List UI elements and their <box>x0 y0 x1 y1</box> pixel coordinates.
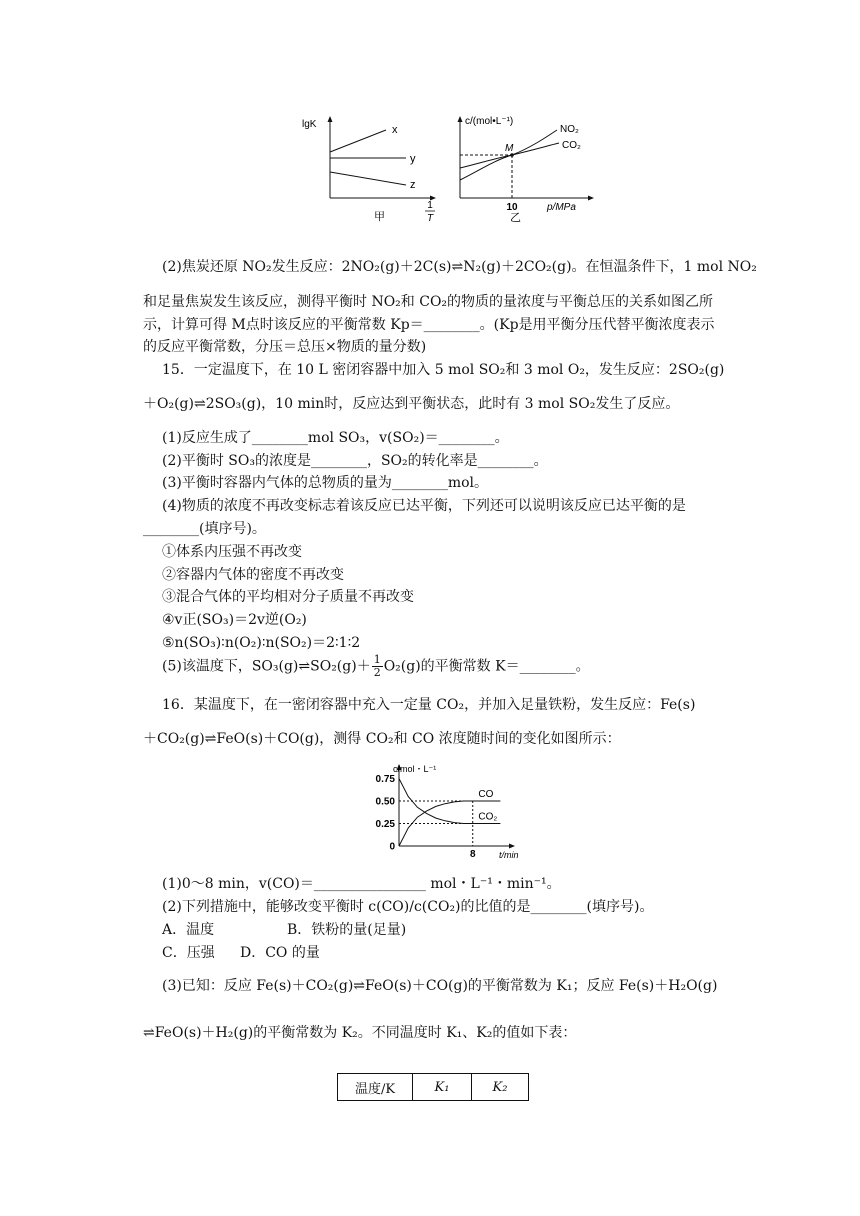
frac-denominator: 2 <box>373 666 381 679</box>
yi-ylabel: c/(mol•L⁻¹) <box>465 116 514 127</box>
q16-chart <box>355 760 535 868</box>
jia-label-x: x <box>392 124 398 136</box>
jia-label-z: z <box>410 179 416 191</box>
yi-y-arrow <box>458 116 463 122</box>
q14-2-line4: 的反应平衡常数，分压＝总压×物质的量分数) <box>143 339 427 355</box>
q15-line1: 15．一定温度下，在 10 L 密闭容器中加入 5 mol SO₂和 3 mol O₂，发生反应：2SO₂(g) <box>162 362 725 378</box>
yi-xtick-10: 10 <box>506 202 518 213</box>
chart-x-label: t/min <box>499 850 519 860</box>
chart-ytick-label: 0 <box>389 841 395 853</box>
q16-sub3b: ⇌FeO(s)＋H₂(g)的平衡常数为 K₂。不同温度时 K₁、K₂的值如下表： <box>143 1025 577 1041</box>
chart-xtick-label: 8 <box>469 849 476 860</box>
chart-y-label: c/mol・L⁻¹ <box>393 764 437 774</box>
q15-sub2: (2)平衡时 SO₃的浓度是________，SO₂的转化率是________。 <box>162 453 548 469</box>
chart-series-label: CO₂ <box>478 811 498 823</box>
q15-sub4a: (4)物质的浓度不再改变标志着该反应已达平衡，下列还可以说明该反应已达平衡的是 <box>162 498 686 514</box>
table-header-k1: K₁ <box>413 1074 472 1101</box>
chart-plot-area <box>376 764 519 860</box>
yi-x-arrow <box>588 196 594 201</box>
q16-line2: ＋CO₂(g)⇌FeO(s)＋CO(g)，测得 CO₂和 CO 浓度随时间的变化如图所示： <box>143 731 621 747</box>
q14-2-line3: 示，计算可得 M点时该反应的平衡常数 Kp＝________。(Kp是用平衡分压代替平衡浓度表示 <box>143 317 715 333</box>
yi-label-m: M <box>505 143 514 154</box>
q16-option-c: C．压强 <box>162 945 215 961</box>
q16-option-d: D．CO 的量 <box>240 945 320 961</box>
q15-sub1: (1)反应生成了________mol SO₃，v(SO₂)＝________。 <box>162 430 509 446</box>
q16-sub3a: (3)已知：反应 Fe(s)＋CO₂(g)⇌FeO(s)＋CO(g)的平衡常数为 K₁；反应 Fe(s)＋H₂O(g) <box>162 978 718 994</box>
yi-label-co2: CO₂ <box>562 140 581 151</box>
q15-sub5-start: (5)该温度下，SO₃(g)⇌SO₂(g)＋ <box>162 658 371 675</box>
table-row <box>338 1074 529 1101</box>
yi-label-no2: NO₂ <box>560 124 579 135</box>
jia-label-y: y <box>410 153 416 165</box>
q15-option-5: ⑤n(SO₃)∶n(O₂)∶n(SO₂)＝2∶1∶2 <box>162 635 361 651</box>
q15-line2: ＋O₂(g)⇌2SO₃(g)，10 min时，反应达到平衡状态，此时有 3 mol SO₂发生了反应。 <box>143 396 680 412</box>
jia-xlabel-den: T <box>426 213 434 224</box>
jia-xlabel-num: 1 <box>427 200 433 211</box>
q15-sub5-end: O₂(g)的平衡常数 K＝________。 <box>383 658 590 675</box>
jia-ylabel: lgK <box>302 119 317 130</box>
yi-curve-no2 <box>460 130 557 180</box>
q15-option-3: ③混合气体的平均相对分子质量不再改变 <box>162 589 414 605</box>
q15-sub3: (3)平衡时容器内气体的总物质的量为________mol。 <box>162 475 489 491</box>
q16-option-b: B．铁粉的量(足量) <box>287 922 407 938</box>
jia-line-z <box>330 172 406 185</box>
frac-numerator: 1 <box>373 653 381 666</box>
q15-option-2: ②容器内气体的密度不再改变 <box>162 567 344 583</box>
chart-series-label: CO <box>478 789 494 800</box>
figure-yi <box>455 110 605 225</box>
chart-ytick-label: 0.25 <box>375 819 395 830</box>
figure-jia <box>300 110 440 225</box>
chart-ytick-label: 0.50 <box>375 796 395 808</box>
q14-2-line1: (2)焦炭还原 NO₂发生反应：2NO₂(g)＋2C(s)⇌N₂(g)＋2CO₂(g)。在恒温条件下，1 mol NO₂ <box>162 259 757 275</box>
q14-2-line2: 和足量焦炭发生该反应，测得平衡时 NO₂和 CO₂的物质的量浓度与平衡总压的关系如图乙所 <box>143 294 714 310</box>
q16-option-a: A．温度 <box>162 922 215 938</box>
jia-line-x <box>330 130 386 152</box>
table-header-temp: 温度/K <box>338 1074 413 1101</box>
q15-sub5 <box>162 654 590 679</box>
chart-ytick-label: 0.75 <box>375 774 395 785</box>
k-table <box>337 1073 529 1101</box>
chart-x-arrow <box>509 844 515 849</box>
jia-caption: 甲 <box>374 211 385 223</box>
table-header-k2: K₂ <box>472 1074 529 1101</box>
q15-sub4b: ________(填序号)。 <box>143 521 266 537</box>
yi-xlabel: p/MPa <box>547 202 576 213</box>
q15-sub5-fraction <box>372 654 383 679</box>
q16-sub1: (1)0～8 min，v(CO)＝________________ mol・L⁻¹・min⁻¹。 <box>162 876 561 892</box>
yi-caption: 乙 <box>510 212 521 224</box>
jia-y-arrow <box>328 116 333 122</box>
q15-option-4: ④v正(SO₃)＝2v逆(O₂) <box>162 612 307 628</box>
q15-option-1: ①体系内压强不再改变 <box>162 544 302 560</box>
q16-sub2: (2)下列措施中，能够改变平衡时 c(CO)/c(CO₂)的比值的是________(填序号)。 <box>162 899 654 915</box>
q16-line1: 16．某温度下，在一密闭容器中充入一定量 CO₂，并加入足量铁粉，发生反应：Fe(s) <box>162 697 696 713</box>
